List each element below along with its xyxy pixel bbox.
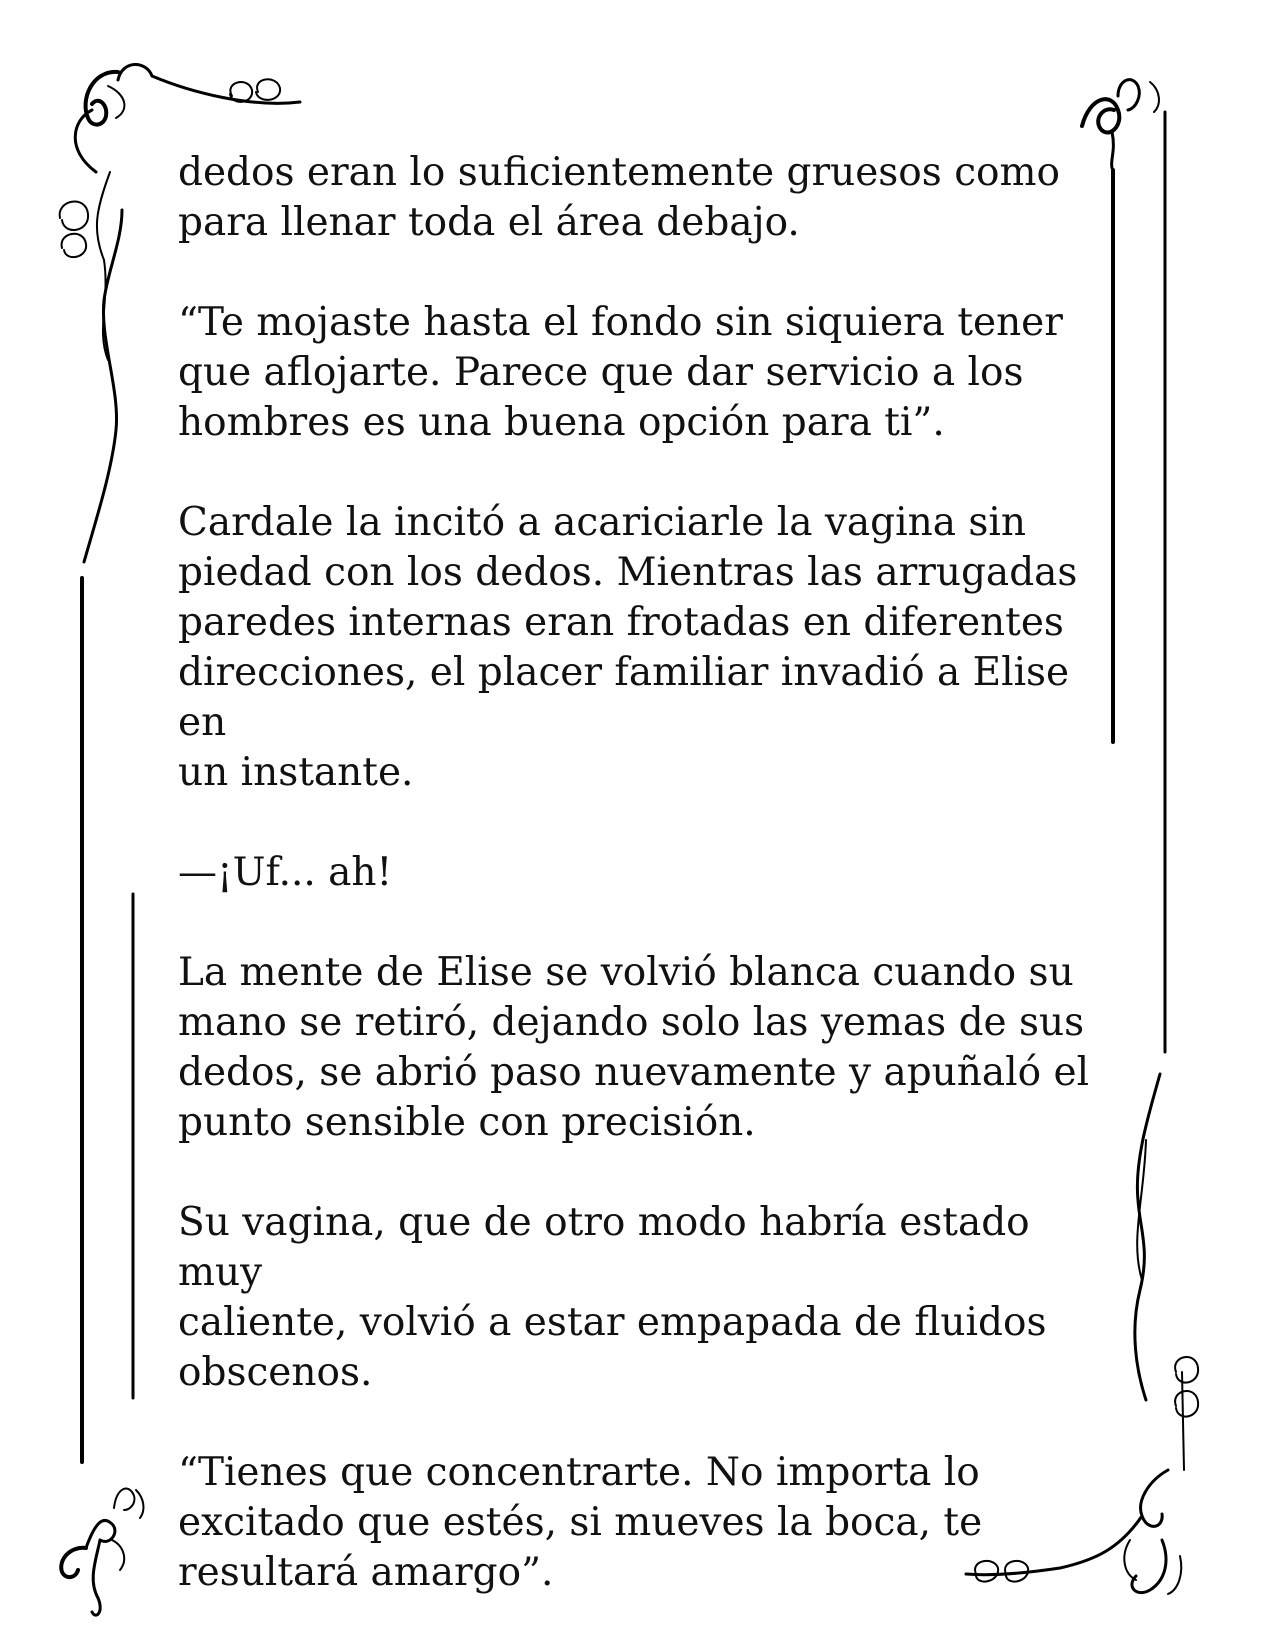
text-line: Cardale la incitó a acariciarle la vagina sin <box>178 500 1026 545</box>
border-line-right <box>1135 1074 1198 1470</box>
text-line: hombres es una buena opción para ti”. <box>178 400 945 445</box>
text-line: excitado que estés, si mueves la boca, te <box>178 1500 983 1545</box>
text-line: —¡Uf... ah! <box>178 850 393 895</box>
text-line: paredes internas eran frotadas en diferentes <box>178 600 1064 645</box>
text-line: dedos eran lo suficientemente gruesos como <box>178 150 1060 195</box>
text-line: Su vagina, que de otro modo habría estado muy <box>178 1200 1030 1295</box>
text-line: direcciones, el placer familiar invadió a Elise en <box>178 650 1070 745</box>
text-line: obscenos. <box>178 1350 373 1395</box>
flourish-bottom-left <box>61 1489 143 1616</box>
text-line: La mente de Elise se volvió blanca cuando su <box>178 950 1074 995</box>
text-line: dedos, se abrió paso nuevamente y apuñaló el <box>178 1050 1090 1095</box>
text-line: para llenar toda el área debajo. <box>178 200 800 245</box>
text-line: piedad con los dedos. Mientras las arrugadas <box>178 550 1078 595</box>
text-line: que aflojarte. Parece que dar servicio a los <box>178 350 1024 395</box>
border-line-left <box>82 578 133 1462</box>
text-line: punto sensible con precisión. <box>178 1100 756 1145</box>
text-line: “Te mojaste hasta el fondo sin siquiera tener <box>178 300 1063 345</box>
text-line: caliente, volvió a estar empapada de fluidos <box>178 1300 1047 1345</box>
text-line: “Tienes que concentrarte. No importa lo <box>178 1450 980 1495</box>
page-body-text <box>178 148 1113 1598</box>
text-line: un instante. <box>178 750 414 795</box>
text-line: resultará amargo”. <box>178 1550 554 1595</box>
text-line: mano se retiró, dejando solo las yemas de sus <box>178 1000 1085 1045</box>
